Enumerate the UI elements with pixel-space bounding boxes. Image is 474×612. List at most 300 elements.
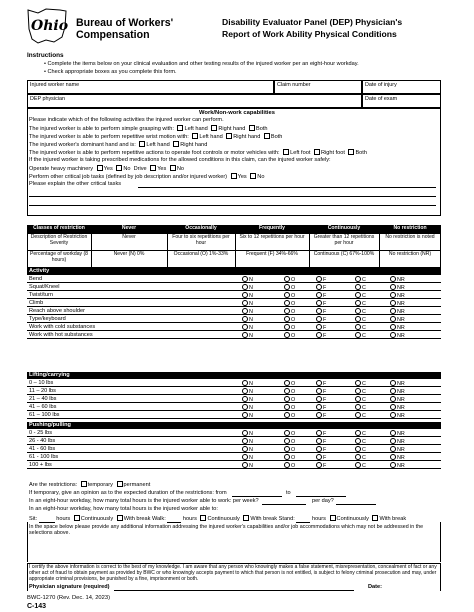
option-f[interactable]: [316, 462, 326, 469]
option-code: NR: [397, 333, 405, 339]
signature-line[interactable]: [114, 590, 354, 591]
radio-button[interactable]: [242, 324, 248, 330]
radio-button[interactable]: [242, 292, 248, 298]
option-code: O: [291, 431, 296, 437]
radio-button[interactable]: [242, 404, 248, 410]
radio-button[interactable]: [390, 284, 396, 290]
option-code: C: [362, 285, 366, 291]
instruction-item: • Check appropriate boxes as you complete this form.: [44, 69, 177, 75]
dep-physician-field[interactable]: DEP physician: [27, 94, 362, 108]
radio-button[interactable]: [242, 284, 248, 290]
form-id: BWC-1270 (Rev. Dec. 14, 2023): [27, 595, 111, 601]
option-code: F: [323, 431, 327, 437]
foot-right-checkbox[interactable]: [314, 149, 320, 155]
option-code: C: [362, 333, 366, 339]
restriction-row-label: 61 – 100 lbs: [29, 412, 60, 418]
radio-button[interactable]: [390, 292, 396, 298]
radio-button[interactable]: [355, 462, 361, 468]
eight-hour-label: In an eight-hour workday, how many total hours is the injured worker able to:: [29, 506, 218, 512]
option-code: N: [249, 309, 253, 315]
option-code: NR: [397, 447, 405, 453]
option-code: F: [323, 317, 327, 323]
radio-button[interactable]: [355, 396, 361, 402]
radio-button[interactable]: [284, 324, 290, 330]
capabilities-title: Work/Non-work capabilities: [199, 110, 275, 116]
option-c[interactable]: [355, 412, 366, 419]
option-code: NR: [397, 397, 405, 403]
agency-name-line1: Bureau of Workers': [76, 17, 174, 29]
per-day-label: per day?: [312, 498, 334, 504]
radio-button[interactable]: [355, 438, 361, 444]
option-nr[interactable]: [390, 412, 405, 419]
restriction-row-label: 61 - 100 lbs: [29, 454, 59, 460]
form-code: C-143: [27, 603, 47, 610]
option-n[interactable]: [242, 462, 253, 469]
sit-continuous-checkbox[interactable]: [74, 515, 80, 521]
desc-cell: Greater than 12 repetitions per hour: [313, 234, 375, 246]
section-header: Lifting/carrying: [27, 372, 441, 379]
option-code: F: [323, 397, 327, 403]
radio-button[interactable]: [316, 404, 322, 410]
option-code: N: [249, 431, 253, 437]
option-code: N: [249, 463, 253, 469]
additional-info-area[interactable]: [27, 522, 441, 562]
col-occasionally: Occasionally: [185, 225, 217, 231]
option-code: C: [362, 439, 366, 445]
option-code: O: [291, 309, 296, 315]
option-code: O: [291, 389, 296, 395]
option-code: C: [362, 325, 366, 331]
option-code: C: [362, 381, 366, 387]
option-code: O: [291, 381, 296, 387]
option-code: NR: [397, 463, 405, 469]
option-code: C: [362, 431, 366, 437]
radio-button[interactable]: [390, 430, 396, 436]
radio-button[interactable]: [390, 308, 396, 314]
radio-button[interactable]: [242, 438, 248, 444]
radio-button[interactable]: [316, 300, 322, 306]
sit-walk-stand-row: Sit: hours Continuously With break Walk: hours Continuously With break Stand: hours Continuously With break: [29, 516, 407, 522]
desc-cell: Never: [122, 234, 136, 240]
agency-name-line2: Compensation: [76, 29, 150, 41]
option-code: NR: [397, 455, 405, 461]
ohio-logo: [24, 7, 70, 45]
option-code: O: [291, 413, 296, 419]
option-f[interactable]: [316, 332, 326, 339]
option-o[interactable]: [284, 332, 295, 339]
option-code: O: [291, 397, 296, 403]
dominant-row: The injured worker's dominant hand and is: Left hand Right hand: [29, 142, 208, 148]
desc-cell: Six to 12 repetitions per hour: [239, 234, 305, 240]
duration-from-line[interactable]: [232, 496, 282, 497]
radio-button[interactable]: [316, 324, 322, 330]
radio-button[interactable]: [284, 438, 290, 444]
claim-number-field[interactable]: Claim number: [274, 80, 362, 94]
restriction-row-label: Reach above shoulder: [29, 308, 85, 314]
option-code: O: [291, 317, 296, 323]
option-code: N: [249, 447, 253, 453]
option-code: O: [291, 463, 296, 469]
option-code: F: [323, 277, 327, 283]
radio-button[interactable]: [284, 292, 290, 298]
radio-button[interactable]: [284, 396, 290, 402]
radio-button[interactable]: [316, 454, 322, 460]
radio-button[interactable]: [355, 446, 361, 452]
radio-button[interactable]: [242, 308, 248, 314]
radio-button[interactable]: [355, 380, 361, 386]
option-code: N: [249, 381, 253, 387]
dominant-right-checkbox[interactable]: [173, 141, 179, 147]
radio-button[interactable]: [242, 396, 248, 402]
col-no-restriction: No restriction: [393, 225, 427, 231]
foot-row: The injured worker is able to perform repetitive actions to operate foot controls or motor vehicles with: Left foot Right foot Both: [29, 150, 367, 156]
option-code: O: [291, 277, 296, 283]
option-code: NR: [397, 293, 405, 299]
dominant-left-checkbox[interactable]: [139, 141, 145, 147]
radio-button[interactable]: [355, 324, 361, 330]
option-code: F: [323, 381, 327, 387]
explain-label: Please explain the other critical tasks: [29, 181, 122, 187]
radio-button[interactable]: [316, 396, 322, 402]
option-code: C: [362, 293, 366, 299]
restriction-row: [27, 453, 441, 461]
radio-button[interactable]: [284, 316, 290, 322]
restriction-row: [27, 307, 441, 315]
radio-button[interactable]: [316, 430, 322, 436]
option-code: O: [291, 405, 296, 411]
meds-question: If the injured worker is taking prescribed medications for the allowed conditions in this claim, can the injured worker safely:: [29, 157, 331, 163]
explain-line[interactable]: [138, 187, 436, 188]
radio-button[interactable]: [242, 316, 248, 322]
machinery-yes-checkbox[interactable]: [97, 165, 103, 171]
option-code: F: [323, 309, 327, 315]
radio-button[interactable]: [316, 446, 322, 452]
radio-button[interactable]: [284, 300, 290, 306]
radio-button[interactable]: [355, 292, 361, 298]
radio-button[interactable]: [390, 380, 396, 386]
critical-row: Perform other critical job tasks (defined by job description and/or injured worker) Yes No: [29, 174, 265, 180]
motion-row: The injured worker is able to perform repetitive wrist motion with: Left hand Right hand Both: [29, 134, 283, 140]
restriction-row: [27, 323, 441, 331]
restriction-row: [27, 379, 441, 387]
option-c[interactable]: [355, 332, 366, 339]
option-o[interactable]: [284, 412, 295, 419]
pct-cell: Frequent (F) 34%-66%: [246, 251, 298, 257]
option-code: N: [249, 455, 253, 461]
instructions-heading: Instructions: [27, 52, 64, 59]
radio-button[interactable]: [355, 454, 361, 460]
option-code: C: [362, 455, 366, 461]
restriction-row: [27, 461, 441, 469]
radio-button[interactable]: [390, 462, 396, 468]
radio-button[interactable]: [390, 316, 396, 322]
restriction-row-label: 100 + lbs: [29, 462, 52, 468]
option-code: C: [362, 317, 366, 323]
date-of-injury-field[interactable]: Date of injury: [362, 80, 441, 94]
option-n[interactable]: [242, 412, 253, 419]
radio-button[interactable]: [355, 276, 361, 282]
duration-to-line[interactable]: [296, 496, 346, 497]
radio-button[interactable]: [355, 284, 361, 290]
option-code: N: [249, 277, 253, 283]
restriction-row: [27, 437, 441, 445]
option-code: C: [362, 405, 366, 411]
option-code: NR: [397, 317, 405, 323]
restriction-row-label: 41 – 60 lbs: [29, 404, 57, 410]
machinery-row: Operate heavy machinery Yes No Drive Yes No: [29, 166, 185, 172]
motion-right-checkbox[interactable]: [226, 133, 232, 139]
restriction-row: [27, 315, 441, 323]
radio-button[interactable]: [242, 276, 248, 282]
restriction-row: [27, 429, 441, 437]
option-n[interactable]: [242, 332, 253, 339]
restriction-row-label: Type/keyboard: [29, 316, 66, 322]
radio-button[interactable]: [355, 300, 361, 306]
option-code: NR: [397, 439, 405, 445]
radio-button[interactable]: [284, 332, 290, 338]
radio-button[interactable]: [390, 396, 396, 402]
stand-continuous-checkbox[interactable]: [330, 515, 336, 521]
option-code: F: [323, 389, 327, 395]
radio-button[interactable]: [316, 438, 322, 444]
restriction-row: [27, 291, 441, 299]
restriction-row-label: Twist/turn: [29, 292, 53, 298]
option-code: NR: [397, 389, 405, 395]
radio-button[interactable]: [284, 308, 290, 314]
permanent-checkbox[interactable]: [117, 481, 123, 487]
radio-button[interactable]: [390, 412, 396, 418]
radio-button[interactable]: [242, 300, 248, 306]
restriction-row: [27, 283, 441, 291]
option-code: N: [249, 439, 253, 445]
radio-button[interactable]: [316, 380, 322, 386]
radio-button[interactable]: [316, 292, 322, 298]
option-code: NR: [397, 301, 405, 307]
radio-button[interactable]: [390, 438, 396, 444]
option-code: F: [323, 447, 327, 453]
machinery-no-checkbox[interactable]: [116, 165, 122, 171]
option-code: N: [249, 301, 253, 307]
option-o[interactable]: [284, 462, 295, 469]
col-frequently: Frequently: [258, 225, 286, 231]
stand-break-checkbox[interactable]: [372, 515, 378, 521]
radio-button[interactable]: [390, 446, 396, 452]
option-code: NR: [397, 277, 405, 283]
option-code: N: [249, 325, 253, 331]
drive-yes-checkbox[interactable]: [150, 165, 156, 171]
explain-line[interactable]: [29, 205, 436, 206]
option-code: O: [291, 293, 296, 299]
radio-button[interactable]: [284, 276, 290, 282]
option-code: O: [291, 301, 296, 307]
pct-cell: Occasional (O) 1%-33%: [173, 251, 229, 257]
radio-button[interactable]: [242, 332, 248, 338]
col-continuously: Continuously: [327, 225, 361, 231]
option-nr[interactable]: [390, 332, 405, 339]
radio-button[interactable]: [242, 430, 248, 436]
option-code: C: [362, 397, 366, 403]
date-of-exam-field[interactable]: Date of exam: [362, 94, 441, 108]
restriction-row: [27, 445, 441, 453]
desc-cell: Four to six repetitions per hour: [172, 234, 230, 246]
option-code: C: [362, 413, 366, 419]
option-code: N: [249, 413, 253, 419]
radio-button[interactable]: [390, 300, 396, 306]
radio-button[interactable]: [390, 324, 396, 330]
restrictions-type-row: Are the restrictions: temporary permanent: [29, 482, 151, 488]
option-f[interactable]: [316, 412, 326, 419]
radio-button[interactable]: [316, 462, 322, 468]
radio-button[interactable]: [316, 332, 322, 338]
option-code: N: [249, 397, 253, 403]
restriction-row-label: Work with cold substances: [29, 324, 96, 330]
radio-button[interactable]: [284, 430, 290, 436]
option-code: NR: [397, 405, 405, 411]
option-code: O: [291, 455, 296, 461]
additional-info-label: In the space below please provide any additional information addressing the injured worker's capabilities and/or job accommodations which may not be addressed in the selections above.: [29, 524, 424, 537]
option-code: C: [362, 463, 366, 469]
radio-button[interactable]: [355, 430, 361, 436]
option-code: C: [362, 447, 366, 453]
radio-button[interactable]: [390, 454, 396, 460]
option-code: O: [291, 285, 296, 291]
pct-cell: Continuous (C) 67%-100%: [313, 251, 375, 257]
restriction-row-label: 0 – 10 lbs: [29, 380, 54, 386]
foot-both-checkbox[interactable]: [348, 149, 354, 155]
restriction-row-label: Work with hot substances: [29, 332, 93, 338]
radio-button[interactable]: [390, 388, 396, 394]
radio-button[interactable]: [316, 388, 322, 394]
instruction-item: • Complete the items below on your clinical evaluation and other testing results of the injured worker per an eight-hour workday.: [44, 61, 359, 67]
radio-button[interactable]: [242, 454, 248, 460]
grasp-left-checkbox[interactable]: [177, 125, 183, 131]
restriction-row: [27, 395, 441, 403]
signature-label: Physician signature (required): [29, 584, 110, 590]
radio-button[interactable]: [284, 388, 290, 394]
radio-button[interactable]: [242, 462, 248, 468]
option-code: N: [249, 405, 253, 411]
option-code: F: [323, 413, 327, 419]
motion-both-checkbox[interactable]: [264, 133, 270, 139]
date-label: Date:: [368, 584, 382, 590]
hours-week-line[interactable]: [262, 504, 306, 505]
critical-no-checkbox[interactable]: [250, 173, 256, 179]
radio-button[interactable]: [355, 404, 361, 410]
worker-name-field[interactable]: Injured worker name: [27, 80, 274, 94]
radio-button[interactable]: [284, 380, 290, 386]
radio-button[interactable]: [316, 412, 322, 418]
option-code: F: [323, 439, 327, 445]
desc-cell: Description of Restriction Severity: [30, 234, 88, 246]
duration-to-label: to: [286, 490, 291, 496]
radio-button[interactable]: [316, 284, 322, 290]
temporary-checkbox[interactable]: [81, 481, 87, 487]
radio-button[interactable]: [316, 308, 322, 314]
option-code: F: [323, 333, 327, 339]
radio-button[interactable]: [316, 316, 322, 322]
radio-button[interactable]: [355, 388, 361, 394]
pct-cell: Percentage of workday (8 hours): [29, 251, 89, 263]
foot-left-checkbox[interactable]: [283, 149, 289, 155]
sit-break-checkbox[interactable]: [117, 515, 123, 521]
option-code: O: [291, 439, 296, 445]
option-code: NR: [397, 285, 405, 291]
option-code: F: [323, 463, 327, 469]
hours-week-label: In an eight-hour workday, how many total hours is the injured worker able to work: per week?: [29, 498, 259, 504]
form-title-line2: Report of Work Ability Physical Conditions: [222, 29, 397, 39]
option-code: F: [323, 325, 327, 331]
capabilities-intro: Please indicate which of the following activities the injured worker can perform.: [29, 117, 224, 123]
option-code: N: [249, 333, 253, 339]
radio-button[interactable]: [316, 276, 322, 282]
radio-button[interactable]: [284, 454, 290, 460]
radio-button[interactable]: [390, 332, 396, 338]
walk-break-checkbox[interactable]: [243, 515, 249, 521]
radio-button[interactable]: [355, 308, 361, 314]
section-header: Pushing/pulling: [27, 422, 441, 429]
option-code: F: [323, 301, 327, 307]
restriction-row-label: 21 – 40 lbs: [29, 396, 57, 402]
grasp-both-checkbox[interactable]: [249, 125, 255, 131]
restriction-row-label: 0 - 25 lbs: [29, 430, 53, 436]
radio-button[interactable]: [355, 412, 361, 418]
option-code: F: [323, 455, 327, 461]
option-code: N: [249, 317, 253, 323]
radio-button[interactable]: [390, 404, 396, 410]
explain-line[interactable]: [29, 196, 436, 197]
radio-button[interactable]: [242, 412, 248, 418]
option-c[interactable]: [355, 462, 366, 469]
col-never: Never: [121, 225, 137, 231]
option-code: F: [323, 285, 327, 291]
radio-button[interactable]: [242, 380, 248, 386]
radio-button[interactable]: [284, 462, 290, 468]
option-code: N: [249, 285, 253, 291]
option-nr[interactable]: [390, 462, 405, 469]
radio-button[interactable]: [284, 404, 290, 410]
restriction-row-label: 26 - 40 lbs: [29, 438, 56, 444]
radio-button[interactable]: [284, 284, 290, 290]
col-classes: Classes of restriction: [33, 225, 85, 231]
radio-button[interactable]: [355, 332, 361, 338]
grasp-right-checkbox[interactable]: [211, 125, 217, 131]
option-code: N: [249, 389, 253, 395]
logo-word: Ohio: [31, 18, 69, 34]
restriction-row-label: Climb: [29, 300, 44, 306]
drive-no-checkbox[interactable]: [170, 165, 176, 171]
radio-button[interactable]: [242, 388, 248, 394]
grasp-row: The injured worker is able to perform simple grasping with: Left hand Right hand Both: [29, 126, 268, 132]
form-title-line1: Disability Evaluator Panel (DEP) Physician's: [222, 17, 403, 27]
critical-yes-checkbox[interactable]: [231, 173, 237, 179]
walk-continuous-checkbox[interactable]: [200, 515, 206, 521]
restriction-row-label: Bend: [29, 276, 43, 282]
desc-cell: No restriction is noted: [385, 234, 435, 240]
hours-day-line[interactable]: [336, 504, 376, 505]
radio-button[interactable]: [284, 412, 290, 418]
option-code: C: [362, 277, 366, 283]
radio-button[interactable]: [390, 276, 396, 282]
motion-left-checkbox[interactable]: [192, 133, 198, 139]
radio-button[interactable]: [242, 446, 248, 452]
option-code: NR: [397, 309, 405, 315]
certification-text: I certify the above information is correct to the best of my knowledge. I am aware that any person who knowingly makes a false statement, misrepresentation, concealment of fact or any other act of fraud to obtain payment as provided by BWC or who knowingly accepts payment to which that person is not entitled, is subject to felony criminal prosecution and may, under appropriate criminal provisions, be punished by a fine, imprisonment or both.: [29, 564, 437, 582]
restriction-row: [27, 299, 441, 307]
radio-button[interactable]: [284, 446, 290, 452]
option-code: NR: [397, 381, 405, 387]
option-code: N: [249, 293, 253, 299]
radio-button[interactable]: [355, 316, 361, 322]
